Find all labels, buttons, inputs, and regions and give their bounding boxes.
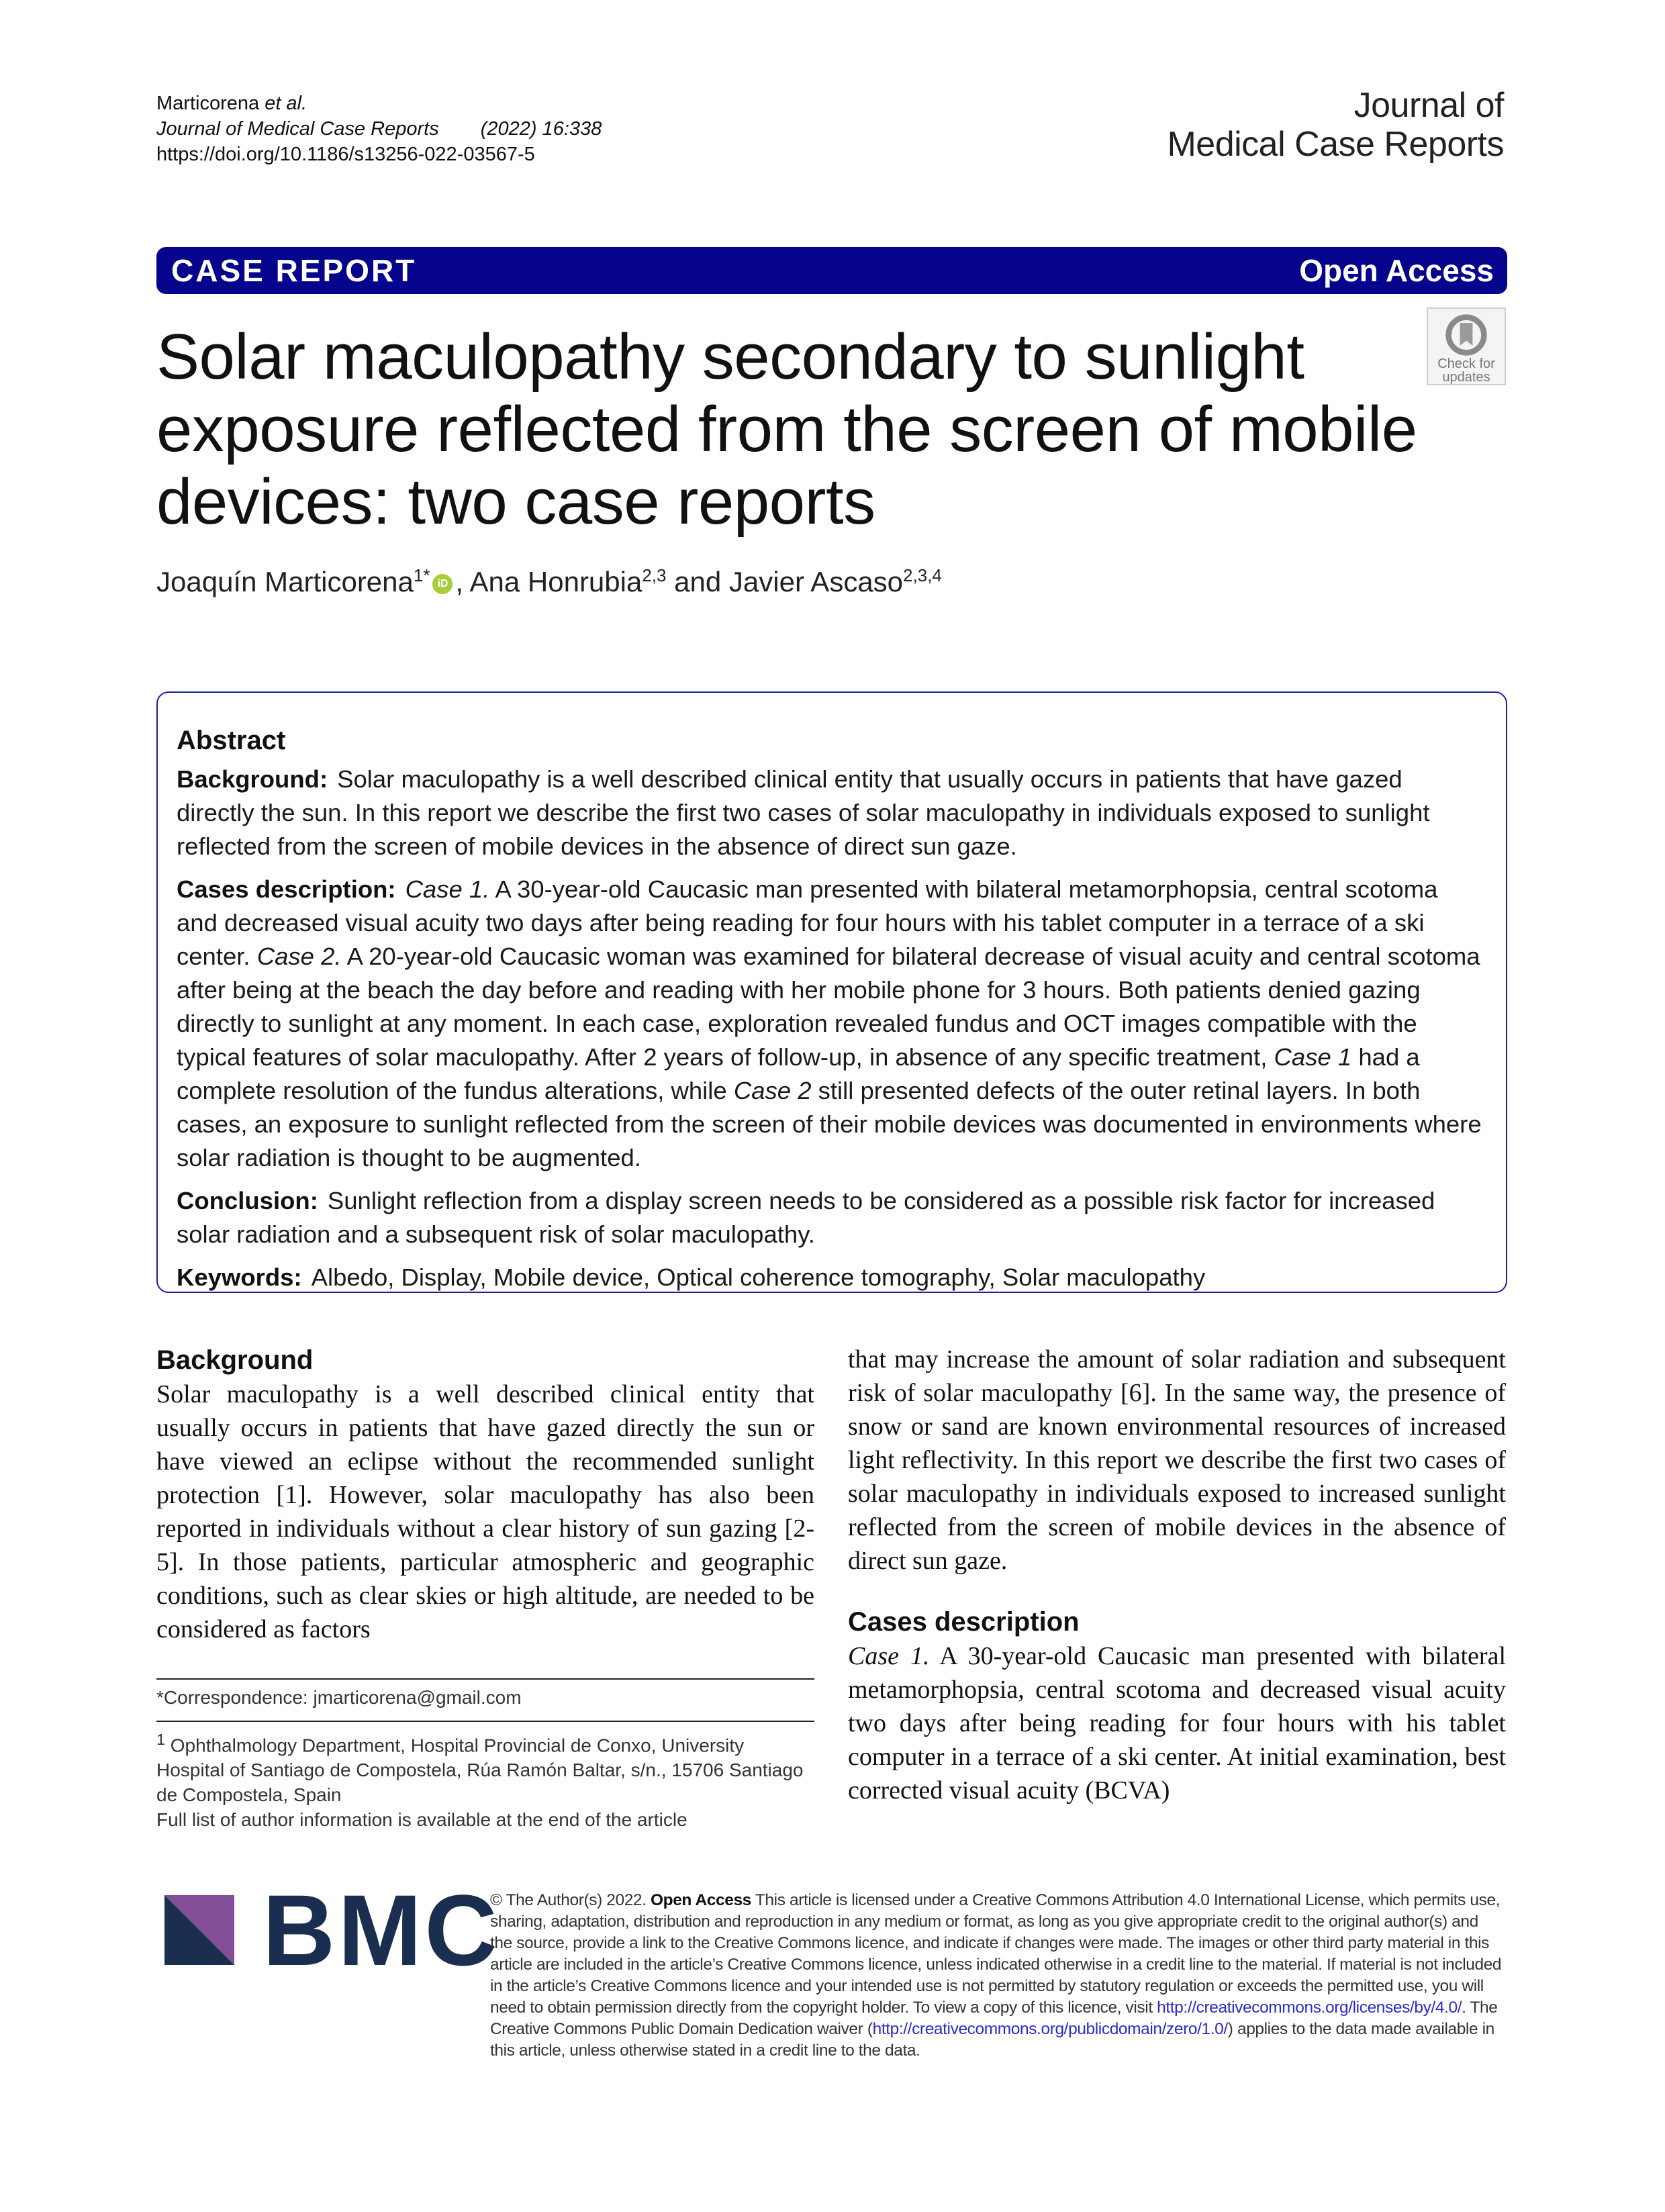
license-body-2: . The Creative Commons Public Domain Dedication waiver (	[490, 1999, 1498, 2038]
affiliation-text: Ophthalmology Department, Hospital Provincial de Conxo, University Hospital of Santiago de Compostela, Rúa Ramón Baltar, s/n., 15706 Santiago de Compostela, Spain	[156, 1735, 804, 1806]
running-header	[156, 91, 602, 167]
case2-text: A 20-year-old Caucasic woman was examined for bilateral decrease of visual acuity and central scotoma after being at the beach the day before and reading with her mobile phone for 3 hours. Both patients denied gazing directly to sunlight at any moment. In each case, exploration revealed fundus and OCT images compatible with the typical features of solar maculopathy. After 2 years of follow-up, in absence of any specific treatment,	[177, 943, 1480, 1071]
header-doi-link[interactable]: https://doi.org/10.1186/s13256-022-03567-5	[156, 144, 535, 165]
journal-brand-line1: Journal of	[1353, 86, 1504, 125]
cases-mid-text: had a complete resolution of the fundus alterations, while	[177, 1043, 1420, 1104]
affiliation	[156, 1727, 814, 1807]
license-text	[490, 1890, 1504, 2062]
footnote-divider	[156, 1678, 814, 1680]
body-column-right	[848, 1343, 1506, 1807]
author-name[interactable]: Joaquín Marticorena	[156, 566, 414, 597]
case2-label: Case 2.	[256, 943, 342, 970]
author-info-note: Full list of author information is available at the end of the article	[156, 1809, 687, 1831]
footnotes	[156, 1678, 814, 1832]
abstract-background-text: Solar maculopathy is a well described clinical entity that usually occurs in patients that have gazed directly the sun. In this report we describe the first two cases of solar maculopathy in individuals exposed to sunlight reflected from the screen of mobile devices in the absence of direct sun gaze.	[177, 765, 1430, 860]
author-separator: ,	[455, 566, 470, 597]
abstract-heading: Abstract	[177, 726, 286, 755]
author-name[interactable]: Ana Honrubia	[469, 566, 643, 597]
affiliation-number: 1	[156, 1731, 165, 1748]
cases-text: A 30-year-old Caucasic man presented with bilateral metamorphopsia, central scotoma and decreased visual acuity two days after being reading for four hours with his tablet computer in a terrace of a ski center. At initial examination, best corrected visual acuity (BCVA)	[848, 1642, 1507, 1805]
author-affiliation: 2,3	[642, 565, 667, 585]
keywords-text: Albedo, Display, Mobile device, Optical coherence tomography, Solar maculopathy	[311, 1263, 1206, 1291]
abstract-background	[177, 763, 1483, 863]
case1-label: Case 1.	[848, 1642, 930, 1670]
case1-label: Case 1.	[405, 875, 490, 903]
license-body: This article is licensed under a Creative Commons Attribution 4.0 International License, which permits use, sharing, adaptation, distribution and reproduction in any medium or format, as long as you give appropriate credit to the original author(s) and the source, provide a link to the Creative Commons licence, and indicate if changes were made. The images or other third party material in this article are included in the article’s Creative Commons licence, unless indicated otherwise in a credit line to the material. If material is not included in the article’s Creative Commons licence and your intended use is not permitted by statutory regulation or exceeds the permitted use, you will need to obtain permission directly from the copyright holder. To view a copy of this licence, visit	[490, 1891, 1502, 2017]
cases-paragraph	[848, 1639, 1506, 1807]
case1-ref: Case 1	[1274, 1043, 1352, 1071]
abstract-box	[156, 691, 1507, 1293]
article-title: Solar maculopathy secondary to sunlight exposure reflected from the screen of mobile devices: two case reports	[156, 321, 1417, 538]
background-heading: Background	[156, 1345, 314, 1375]
abstract-conclusion-text: Sunlight reflection from a display screen needs to be considered as a possible risk factor for increased solar radiation and a subsequent risk of solar maculopathy.	[177, 1187, 1435, 1248]
header-authors: Marticorena	[156, 93, 260, 114]
bmc-wordmark: BMC	[263, 1874, 500, 1986]
footnote-divider	[156, 1721, 814, 1722]
keywords-label: Keywords:	[177, 1263, 302, 1291]
author-affiliation: 1*	[413, 565, 430, 585]
cc-by-link[interactable]: http://creativecommons.org/licenses/by/4.0/	[1157, 1999, 1462, 2017]
open-access-label: Open Access	[1299, 253, 1494, 288]
header-journal: Journal of Medical Case Reports	[156, 118, 439, 140]
abstract-conclusion-label: Conclusion:	[177, 1187, 318, 1214]
journal-brand	[1167, 86, 1504, 164]
author-separator: and	[666, 566, 729, 597]
bmc-square-icon	[164, 1895, 234, 1965]
background-paragraph-continued: that may increase the amount of solar radiation and subsequent risk of solar maculopathy [6]. In the same way, the presence of snow or sand are known environmental resources of increased light reflectivity. In this report we describe the first two cases of solar maculopathy in individuals exposed to increased sunlight reflected from the screen of mobile devices in the absence of direct sun gaze.	[848, 1345, 1506, 1575]
case1-text: A 30-year-old Caucasic man presented with bilateral metamorphopsia, central scotoma and decreased visual acuity two days after being reading for four hours with his tablet computer in a terrace of a ski center.	[177, 875, 1438, 970]
check-updates-line2: updates	[1442, 370, 1490, 385]
author-affiliation: 2,3,4	[903, 565, 942, 585]
abstract-cases-label: Cases description:	[177, 875, 396, 903]
abstract-cases	[177, 873, 1483, 1175]
abstract-keywords	[177, 1261, 1483, 1294]
bookmark-ring-icon	[1443, 313, 1490, 357]
check-for-updates-button[interactable]	[1427, 307, 1506, 385]
article-type-label: CASE REPORT	[171, 253, 417, 288]
article-type-banner	[156, 247, 1507, 294]
abstract-background-label: Background:	[177, 765, 328, 793]
abstract-conclusion	[177, 1184, 1483, 1251]
check-updates-line1: Check for	[1437, 356, 1495, 371]
header-volume: (2022) 16:338	[480, 118, 602, 140]
author-list	[156, 565, 942, 598]
orcid-icon[interactable]: iD	[432, 574, 453, 594]
cc-zero-link[interactable]: http://creativecommons.org/publicdomain/zero/1.0/	[872, 2020, 1228, 2038]
case2-ref: Case 2	[733, 1077, 812, 1104]
open-access-bold: Open Access	[650, 1891, 751, 1909]
bmc-logo	[164, 1874, 500, 1986]
copyright: © The Author(s) 2022.	[490, 1891, 651, 1909]
body-column-left	[156, 1343, 814, 1646]
author-name[interactable]: Javier Ascaso	[728, 566, 904, 597]
header-et-al: et al.	[265, 93, 307, 114]
background-paragraph: Solar maculopathy is a well described clinical entity that usually occurs in patients that have gazed directly the sun or have viewed an eclipse without the recommended sunlight protection [1]. However, solar maculopathy has also been reported in individuals without a clear history of sun gazing [2-5]. In those patients, particular atmospheric and geographic conditions, such as clear skies or high altitude, are needed to be considered as factors	[156, 1380, 814, 1643]
cases-heading: Cases description	[848, 1607, 1080, 1637]
correspondence-email[interactable]: *Correspondence: jmarticorena@gmail.com	[156, 1687, 522, 1708]
license-body-3: ) applies to the data made available in this article, unless otherwise stated in a credit line to the data.	[490, 2020, 1494, 2060]
journal-brand-line2: Medical Case Reports	[1167, 125, 1504, 164]
cases-end-text: still presented defects of the outer retinal layers. In both cases, an exposure to sunlight reflected from the screen of their mobile devices was documented in environments where solar radiation is thought to be augmented.	[177, 1077, 1482, 1171]
